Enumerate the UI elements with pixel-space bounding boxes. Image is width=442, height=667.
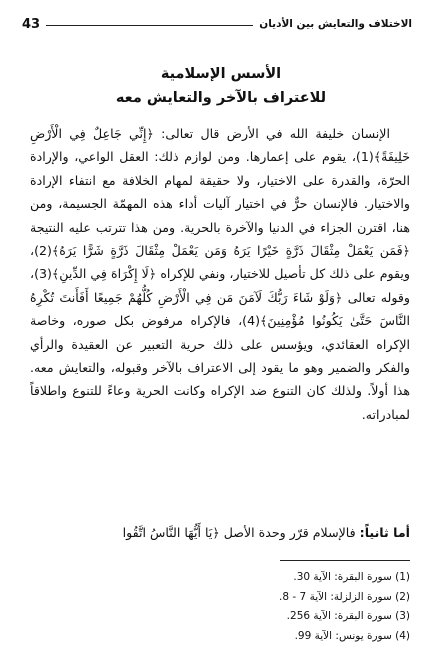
section-heading <box>30 62 412 110</box>
body-paragraph-2 <box>30 522 410 544</box>
footnote-separator <box>280 560 410 561</box>
body-paragraph-1: الإنسان خليفة الله في الأرض قال تعالى: ﴿إِنِّي جَاعِلٌ فِي الْأَرْضِ خَلِيفَةً﴾(1)، يقوم على إعمارها. ومن لوازم ذلك: العقل الواعي، والإرادة الحرّة، والقدرة على الاختيار، ولا حقيقة لمهام الخلافة مع انتفاء الإرادة والاختيار. فالإنسان حرٌّ في اختيار آليات أداء هذه المهمّة الجسيمة، ومن هنا، اقترن الجزاء في الدنيا والآخرة بالحرية. ومن هذا تترتب عليه النتيجة ﴿فَمَن يَعْمَلْ مِثْقَالَ ذَرَّةٍ خَيْرًا يَرَهُ وَمَن يَعْمَلْ مِثْقَالَ ذَرَّةٍ شَرًّا يَرَهُ﴾(2)، ويقوم على ذلك كل تأصيل للاختيار، ونفي للإكراه ﴿لَا إِكْرَاهَ فِي الدِّينِ﴾(3)، وقوله تعالى ﴿وَلَوْ شَاءَ رَبُّكَ لَآمَنَ مَن فِي الْأَرْضِ كُلُّهُمْ جَمِيعًا أَفَأَنتَ تُكْرِهُ النَّاسَ حَتَّىٰ يَكُونُوا مُؤْمِنِينَ﴾(4)، فالإكراه مرفوض بكل صوره، وخاصة الإكراه العقائدي، ويؤسس على ذلك حرية التعبير عن العقيدة والرأي والفكر والضمير وهو ما يقود إلى الاعتراف بالآخر وقبوله، والتعايش معه. هذا أولاً. ولذلك كان التنوع ضد الإكراه وكانت الحرية وعاءً للتنوع واطلاقاً لمبادراته. <box>30 126 410 422</box>
header-rule <box>46 25 253 26</box>
footnote-3: (3) سورة البقرة: الآية 256. <box>286 610 410 622</box>
footnote-1: (1) سورة البقرة: الآية 30. <box>293 571 410 583</box>
heading-line-1: الأسس الإسلامية <box>160 66 282 82</box>
paragraph-2-lead: أما ثانياً: <box>359 525 410 540</box>
footnotes <box>110 568 410 646</box>
page-number: 43 <box>22 16 41 32</box>
paragraph-2-text: فالإسلام قرّر وحدة الأصل ﴿يَا أَيُّهَا النَّاسُ اتَّقُوا <box>122 525 360 540</box>
running-title: الاختلاف والتعايش بين الأديان <box>259 18 412 30</box>
page-header <box>22 14 412 34</box>
footnote-2: (2) سورة الزلزلة: الآية 7 - 8. <box>279 590 410 603</box>
heading-line-2: للاعتراف بالآخر والتعايش معه <box>115 90 327 106</box>
footnote-4: (4) سورة يونس: الآية 99. <box>294 629 410 642</box>
